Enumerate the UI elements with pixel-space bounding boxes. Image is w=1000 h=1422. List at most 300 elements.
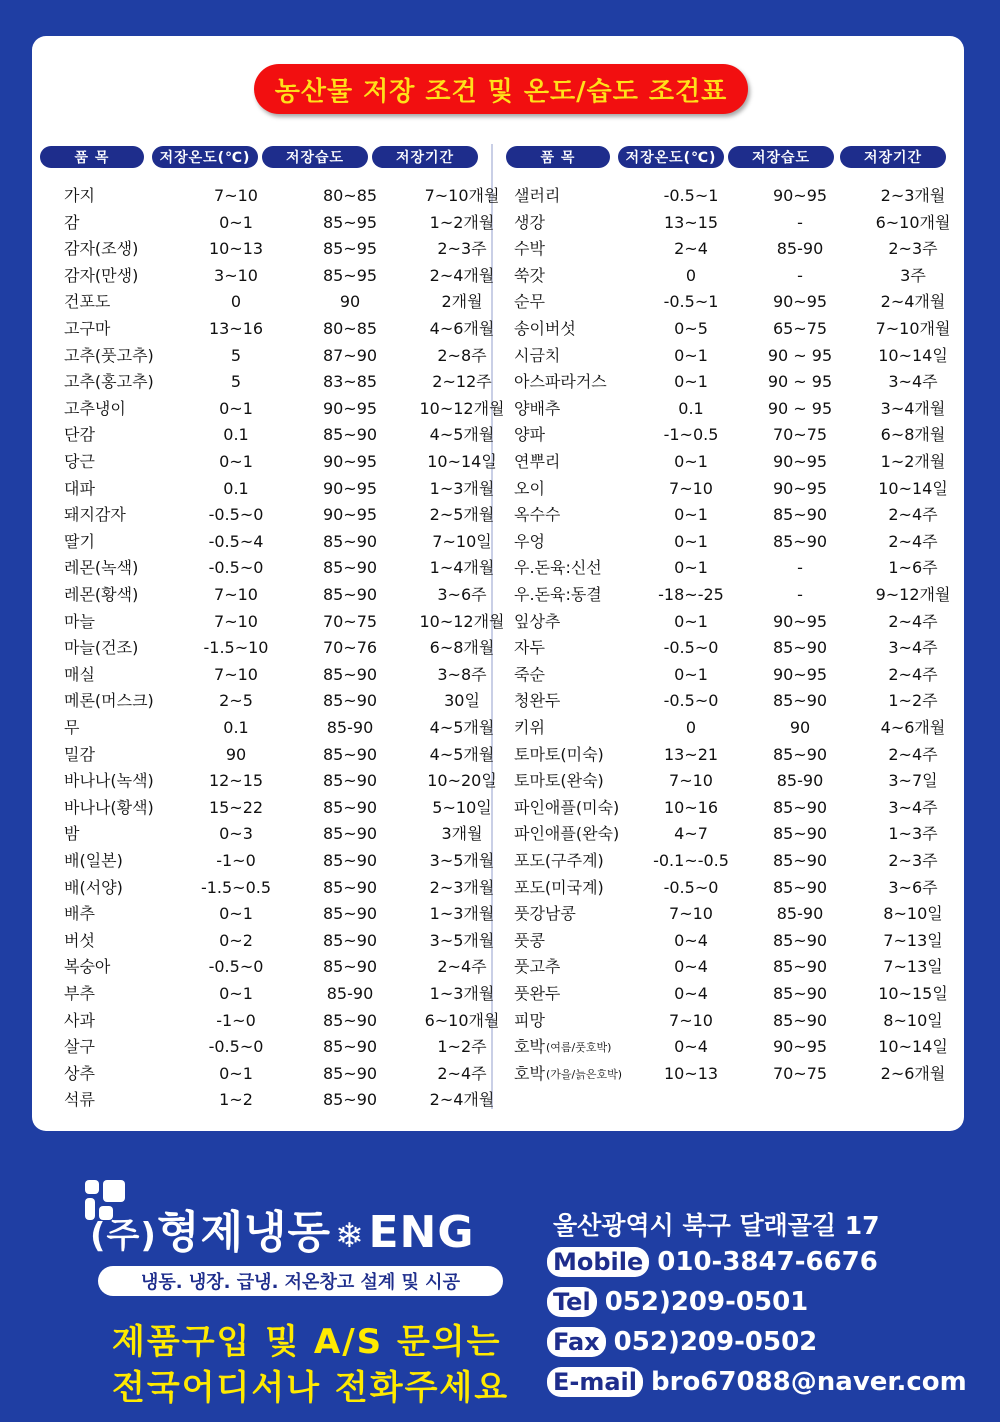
storage-period: 2~4주 — [437, 957, 487, 977]
storage-humidity: 80~85 — [322, 319, 378, 338]
storage-humidity: 90~95 — [322, 452, 378, 471]
storage-period: 6~8개월 — [880, 425, 946, 445]
storage-humidity: 90~95 — [322, 478, 378, 498]
table-row — [64, 609, 504, 635]
storage-period: 2~4주 — [888, 505, 938, 525]
product-name: 잎상추 — [514, 611, 561, 631]
product-name: 청완두 — [514, 691, 561, 711]
product-name: 감자(만생) — [64, 265, 139, 285]
table-row — [64, 768, 504, 794]
storage-period: 3~7일 — [888, 771, 938, 791]
storage-period: 2~4개월 — [429, 265, 495, 285]
storage-period: 9~12개월 — [875, 585, 951, 604]
table-row — [64, 529, 504, 555]
table-row — [514, 742, 954, 768]
storage-period: 5~10일 — [432, 797, 492, 817]
header-period-right: 저장기간 — [840, 146, 946, 168]
storage-humidity: 80~85 — [322, 186, 378, 205]
table-row — [514, 449, 954, 475]
product-name: 사과 — [64, 1010, 95, 1030]
storage-temperature: 90 — [225, 744, 247, 764]
table-row — [64, 981, 504, 1007]
product-name: 토마토(미숙) — [514, 744, 604, 764]
storage-humidity: 85~90 — [772, 1010, 828, 1030]
storage-humidity: 85~90 — [322, 1037, 378, 1057]
storage-humidity: 85~90 — [772, 797, 828, 817]
table-row — [514, 1008, 954, 1034]
storage-period: 1~2주 — [437, 1037, 487, 1057]
table-row — [64, 236, 504, 262]
storage-humidity: 85~90 — [322, 877, 378, 897]
storage-humidity: 90~95 — [322, 398, 378, 418]
storage-temperature: -0.5~0 — [208, 505, 264, 525]
storage-humidity: - — [797, 265, 803, 285]
table-row — [514, 263, 954, 289]
table-row — [64, 875, 504, 901]
storage-period: 1~2개월 — [880, 452, 946, 471]
product-name: 레몬(황색) — [64, 585, 139, 604]
table-row — [514, 848, 954, 874]
storage-temperature: 0~1 — [674, 452, 708, 471]
header-humidity-right: 저장습도 — [728, 146, 834, 168]
contact-label: Tel — [547, 1287, 597, 1317]
storage-temperature: 0 — [230, 292, 242, 312]
table-row — [64, 396, 504, 422]
table-row — [514, 1034, 954, 1060]
table-row — [514, 875, 954, 901]
table-row — [64, 1087, 504, 1113]
storage-period: 7~13일 — [883, 957, 943, 977]
storage-temperature: -0.5~0 — [663, 638, 719, 658]
product-name: 우.돈육:신선 — [514, 558, 602, 578]
product-name: 포도(미국계) — [514, 877, 604, 897]
storage-humidity: 85~90 — [322, 585, 378, 604]
storage-temperature: 0.1 — [223, 718, 249, 737]
contact-value: bro67088@naver.com — [651, 1367, 967, 1397]
product-name: 우엉 — [514, 531, 545, 551]
product-name: 시금치 — [514, 345, 561, 365]
storage-temperature: -0.5~1 — [663, 186, 719, 205]
product-name: 가지 — [64, 186, 95, 205]
product-name: 바나나(녹색) — [64, 771, 154, 791]
product-note: (여름/풋호박) — [546, 1041, 612, 1055]
storage-period: 2~4주 — [437, 1063, 487, 1083]
table-row — [514, 795, 954, 821]
product-name: 복숭아 — [64, 957, 111, 977]
storage-temperature: 0~4 — [674, 957, 708, 977]
storage-humidity: 85~90 — [322, 930, 378, 950]
product-name: 아스파라거스 — [514, 372, 607, 392]
product-name: 토마토(완숙) — [514, 771, 604, 791]
storage-humidity: 85~90 — [772, 824, 828, 844]
storage-humidity: 85~90 — [322, 664, 378, 684]
storage-temperature: 7~10 — [669, 904, 713, 924]
storage-humidity: 90 — [789, 718, 811, 737]
storage-humidity: 85-90 — [776, 239, 824, 259]
storage-temperature: 7~10 — [214, 585, 258, 604]
product-name: 메론(머스크) — [64, 691, 154, 711]
product-name: 돼지감자 — [64, 505, 126, 525]
storage-humidity: 90~95 — [772, 478, 828, 498]
product-name: 우.돈육:동결 — [514, 585, 602, 604]
storage-period: 6~10개월 — [424, 1010, 500, 1030]
storage-humidity: 85~90 — [772, 744, 828, 764]
storage-temperature: 0~4 — [674, 930, 708, 950]
product-name: 살구 — [64, 1037, 95, 1057]
storage-period: 6~10개월 — [875, 212, 951, 232]
table-row — [514, 662, 954, 688]
storage-humidity: 85~90 — [322, 1090, 378, 1110]
storage-temperature: 0~1 — [674, 505, 708, 525]
storage-temperature: 0.1 — [223, 478, 249, 498]
storage-temperature: 7~10 — [214, 611, 258, 631]
storage-period: 2개월 — [441, 292, 483, 312]
storage-period: 2~8주 — [437, 345, 487, 365]
table-row — [514, 768, 954, 794]
storage-period: 2~5개월 — [429, 505, 495, 525]
storage-temperature: 0~1 — [674, 664, 708, 684]
storage-period: 2~3개월 — [429, 877, 495, 897]
product-name: 쑥갓 — [514, 265, 545, 285]
storage-period: 4~6개월 — [880, 718, 946, 737]
table-row — [64, 715, 504, 741]
storage-period: 3~8주 — [437, 664, 487, 684]
storage-temperature: 2~4 — [674, 239, 708, 259]
table-row — [514, 316, 954, 342]
header-period-left: 저장기간 — [372, 146, 478, 168]
table-row — [514, 609, 954, 635]
storage-temperature: 15~22 — [208, 797, 264, 817]
storage-humidity: 85~95 — [322, 239, 378, 259]
storage-humidity: 65~75 — [772, 319, 828, 338]
contact-email — [547, 1366, 967, 1398]
product-name: 포도(구주계) — [514, 851, 604, 870]
storage-humidity: 85-90 — [326, 718, 374, 737]
product-name: 배(일본) — [64, 851, 123, 870]
storage-humidity: 85~90 — [322, 558, 378, 578]
table-row — [514, 343, 954, 369]
storage-period: 30일 — [444, 691, 480, 711]
storage-humidity: - — [797, 585, 803, 604]
storage-humidity: 85~95 — [322, 212, 378, 232]
storage-temperature: -0.5~4 — [208, 531, 264, 551]
table-row — [64, 795, 504, 821]
storage-period: 3~4주 — [888, 638, 938, 658]
storage-temperature: 5 — [230, 345, 242, 365]
storage-humidity: 87~90 — [322, 345, 378, 365]
product-name: 피망 — [514, 1010, 545, 1030]
table-row — [514, 422, 954, 448]
storage-period: 3~4주 — [888, 372, 938, 392]
company-tagline: 냉동. 냉장. 급냉. 저온창고 설계 및 시공 — [98, 1266, 503, 1296]
storage-temperature: 13~21 — [663, 744, 719, 764]
product-name: 대파 — [64, 478, 95, 498]
storage-period: 2~3주 — [437, 239, 487, 259]
product-name: 무 — [64, 718, 80, 737]
storage-humidity: 85~90 — [772, 638, 828, 658]
contact-label: Fax — [547, 1327, 606, 1357]
storage-temperature: 7~10 — [214, 186, 258, 205]
contact-tel — [547, 1286, 808, 1318]
storage-temperature: 13~16 — [208, 319, 264, 338]
storage-period: 3주 — [900, 265, 926, 285]
table-row — [514, 502, 954, 528]
storage-period: 2~4개월 — [880, 292, 946, 312]
storage-humidity: 90~95 — [772, 452, 828, 471]
storage-temperature: 5 — [230, 372, 242, 392]
storage-period: 3개월 — [441, 824, 483, 844]
product-name: 상추 — [64, 1063, 95, 1083]
product-name: 양파 — [514, 425, 545, 445]
storage-humidity: 85~90 — [322, 797, 378, 817]
storage-temperature: 0.1 — [678, 398, 704, 418]
table-row — [514, 476, 954, 502]
company-name — [90, 1196, 474, 1260]
storage-temperature: 0~1 — [219, 1063, 253, 1083]
table-row — [514, 901, 954, 927]
company-suffix: ENG — [368, 1207, 475, 1258]
table-row — [64, 742, 504, 768]
storage-period: 1~3개월 — [429, 904, 495, 924]
table-row — [64, 263, 504, 289]
storage-temperature: -0.5~0 — [208, 1037, 264, 1057]
storage-period: 10~12개월 — [419, 398, 505, 418]
table-row — [64, 183, 504, 209]
header-temp-right: 저장온도(℃) — [618, 146, 724, 168]
product-name: 부추 — [64, 984, 95, 1003]
table-row — [64, 1034, 504, 1060]
storage-period: 4~5개월 — [429, 425, 495, 445]
storage-temperature: 0~1 — [674, 611, 708, 631]
table-row — [514, 529, 954, 555]
storage-temperature: 0~1 — [219, 212, 253, 232]
table-row — [64, 662, 504, 688]
product-name: 석류 — [64, 1090, 95, 1110]
storage-humidity: 85~90 — [322, 957, 378, 977]
storage-humidity: 90~95 — [772, 611, 828, 631]
storage-period: 7~10개월 — [875, 319, 951, 338]
storage-temperature: 10~13 — [663, 1063, 719, 1083]
table-row — [514, 555, 954, 581]
storage-temperature: 0~1 — [219, 904, 253, 924]
table-row — [514, 715, 954, 741]
storage-humidity: 85~90 — [322, 425, 378, 445]
storage-humidity: 85-90 — [776, 771, 824, 791]
storage-period: 1~2개월 — [429, 212, 495, 232]
storage-period: 10~12개월 — [419, 611, 505, 631]
product-name: 레몬(녹색) — [64, 558, 139, 578]
header-item-left: 품 목 — [40, 146, 144, 168]
product-name: 고구마 — [64, 319, 111, 338]
storage-temperature: -1~0.5 — [663, 425, 719, 445]
storage-temperature: -18~-25 — [658, 585, 724, 604]
storage-period: 2~12주 — [432, 372, 492, 392]
storage-period: 2~4주 — [888, 611, 938, 631]
table-row — [514, 635, 954, 661]
product-name: 풋강남콩 — [514, 904, 576, 924]
storage-humidity: 85~90 — [322, 691, 378, 711]
storage-period: 8~10일 — [883, 904, 943, 924]
product-name: 배추 — [64, 904, 95, 924]
table-row — [514, 210, 954, 236]
storage-temperature: -0.1~-0.5 — [653, 851, 729, 870]
header-humidity-left: 저장습도 — [262, 146, 368, 168]
storage-humidity: 85~90 — [322, 851, 378, 870]
storage-humidity: 70~75 — [772, 425, 828, 445]
storage-humidity: 85~90 — [322, 904, 378, 924]
storage-table-card — [32, 36, 964, 1131]
storage-temperature: -0.5~0 — [663, 877, 719, 897]
table-row — [64, 1008, 504, 1034]
table-row — [64, 954, 504, 980]
storage-humidity: 90~95 — [772, 292, 828, 312]
contact-value: 052)209-0502 — [613, 1327, 818, 1357]
storage-temperature: 0~1 — [674, 531, 708, 551]
storage-humidity: 83~85 — [322, 372, 378, 392]
storage-humidity: 85~90 — [772, 930, 828, 950]
storage-temperature: 0 — [685, 718, 697, 737]
storage-humidity: 85~90 — [322, 824, 378, 844]
table-row — [64, 369, 504, 395]
table-row — [64, 449, 504, 475]
product-name: 풋콩 — [514, 930, 545, 950]
product-name: 감자(조생) — [64, 239, 139, 259]
storage-humidity: 85~90 — [322, 531, 378, 551]
product-name: 단감 — [64, 425, 95, 445]
storage-period: 2~6개월 — [880, 1063, 946, 1083]
product-note: (가을/늙은호박) — [546, 1067, 623, 1081]
table-row — [514, 369, 954, 395]
storage-humidity: 85~95 — [322, 265, 378, 285]
table-row — [64, 476, 504, 502]
table-row — [64, 821, 504, 847]
contact-value: 052)209-0501 — [604, 1287, 809, 1317]
storage-humidity: 90 ~ 95 — [767, 372, 833, 392]
company-address: 울산광역시 북구 달래골길 17 — [553, 1211, 880, 1240]
product-name: 고추(홍고추) — [64, 372, 154, 392]
storage-temperature: 13~15 — [663, 212, 719, 232]
storage-humidity: - — [797, 558, 803, 578]
product-name: 오이 — [514, 478, 545, 498]
product-name: 자두 — [514, 638, 545, 658]
table-row — [64, 1061, 504, 1087]
storage-temperature: -1~0 — [216, 851, 256, 870]
storage-period: 2~4주 — [888, 531, 938, 551]
storage-period: 10~14일 — [878, 1037, 948, 1057]
table-row — [514, 981, 954, 1007]
table-row — [514, 183, 954, 209]
product-name: 바나나(황색) — [64, 797, 154, 817]
product-name: 밤 — [64, 824, 80, 844]
storage-humidity: 90~95 — [772, 186, 828, 205]
storage-temperature: 0 — [685, 265, 697, 285]
table-row — [514, 236, 954, 262]
storage-period: 3~6주 — [888, 877, 938, 897]
table-row — [64, 343, 504, 369]
table-row — [64, 635, 504, 661]
company-prefix: (주) — [90, 1216, 157, 1256]
storage-temperature: 0~1 — [219, 984, 253, 1003]
inquiry-line-2: 전국어디서나 전화주세요 — [112, 1368, 510, 1408]
storage-humidity: 85~90 — [772, 957, 828, 977]
table-row — [514, 928, 954, 954]
storage-period: 6~8개월 — [429, 638, 495, 658]
product-name: 순무 — [514, 292, 545, 312]
storage-period: 1~4개월 — [429, 558, 495, 578]
storage-temperature: 0~1 — [674, 558, 708, 578]
storage-temperature: 10~16 — [663, 797, 719, 817]
storage-period: 2~3주 — [888, 851, 938, 870]
storage-temperature: -0.5~0 — [208, 957, 264, 977]
storage-temperature: -1.5~10 — [203, 638, 269, 658]
product-name: 밀감 — [64, 744, 95, 764]
product-name: 호박 — [514, 1037, 545, 1057]
storage-temperature: -0.5~1 — [663, 292, 719, 312]
storage-temperature: 0.1 — [223, 425, 249, 445]
storage-period: 1~2주 — [888, 691, 938, 711]
storage-humidity: 70~75 — [772, 1063, 828, 1083]
storage-humidity: 90 ~ 95 — [767, 398, 833, 418]
table-row — [64, 848, 504, 874]
storage-temperature: 7~10 — [669, 771, 713, 791]
storage-period: 10~15일 — [878, 984, 948, 1003]
storage-temperature: 0~2 — [219, 930, 253, 950]
storage-temperature: 0~1 — [674, 372, 708, 392]
product-name: 감 — [64, 212, 80, 232]
table-row — [514, 688, 954, 714]
product-name: 고추냉이 — [64, 398, 126, 418]
storage-humidity: 90~95 — [322, 505, 378, 525]
storage-period: 4~5개월 — [429, 718, 495, 737]
storage-humidity: 85~90 — [322, 771, 378, 791]
table-row — [64, 502, 504, 528]
storage-period: 3~4개월 — [880, 398, 946, 418]
storage-temperature: 0~1 — [674, 345, 708, 365]
table-row — [64, 422, 504, 448]
inquiry-line-1: 제품구입 및 A/S 문의는 — [112, 1322, 502, 1362]
storage-humidity: 85~90 — [322, 1063, 378, 1083]
storage-temperature: 2~5 — [219, 691, 253, 711]
storage-period: 1~6주 — [888, 558, 938, 578]
storage-temperature: 10~13 — [208, 239, 264, 259]
storage-temperature: 7~10 — [669, 1010, 713, 1030]
storage-humidity: 90 — [339, 292, 361, 312]
contact-label: Mobile — [547, 1247, 649, 1277]
header-temp-left: 저장온도(℃) — [152, 146, 258, 168]
table-row — [64, 582, 504, 608]
storage-humidity: 90~95 — [772, 1037, 828, 1057]
table-row — [514, 396, 954, 422]
company-main-name: 형제냉동 — [156, 1207, 331, 1258]
storage-period: 8~10일 — [883, 1010, 943, 1030]
contact-label: E-mail — [547, 1367, 643, 1397]
product-name: 연뿌리 — [514, 452, 561, 471]
product-name: 매실 — [64, 664, 95, 684]
storage-period: 2~3주 — [888, 239, 938, 259]
table-row — [514, 289, 954, 315]
product-name: 건포도 — [64, 292, 111, 312]
product-name: 수박 — [514, 239, 545, 259]
storage-period: 2~4개월 — [429, 1090, 495, 1110]
storage-period: 3~4주 — [888, 797, 938, 817]
storage-period: 1~3개월 — [429, 478, 495, 498]
product-name: 버섯 — [64, 930, 95, 950]
storage-temperature: 0~1 — [219, 452, 253, 471]
table-row — [514, 582, 954, 608]
storage-period: 2~4주 — [888, 744, 938, 764]
product-name: 풋고추 — [514, 957, 561, 977]
storage-temperature: 1~2 — [219, 1090, 253, 1110]
